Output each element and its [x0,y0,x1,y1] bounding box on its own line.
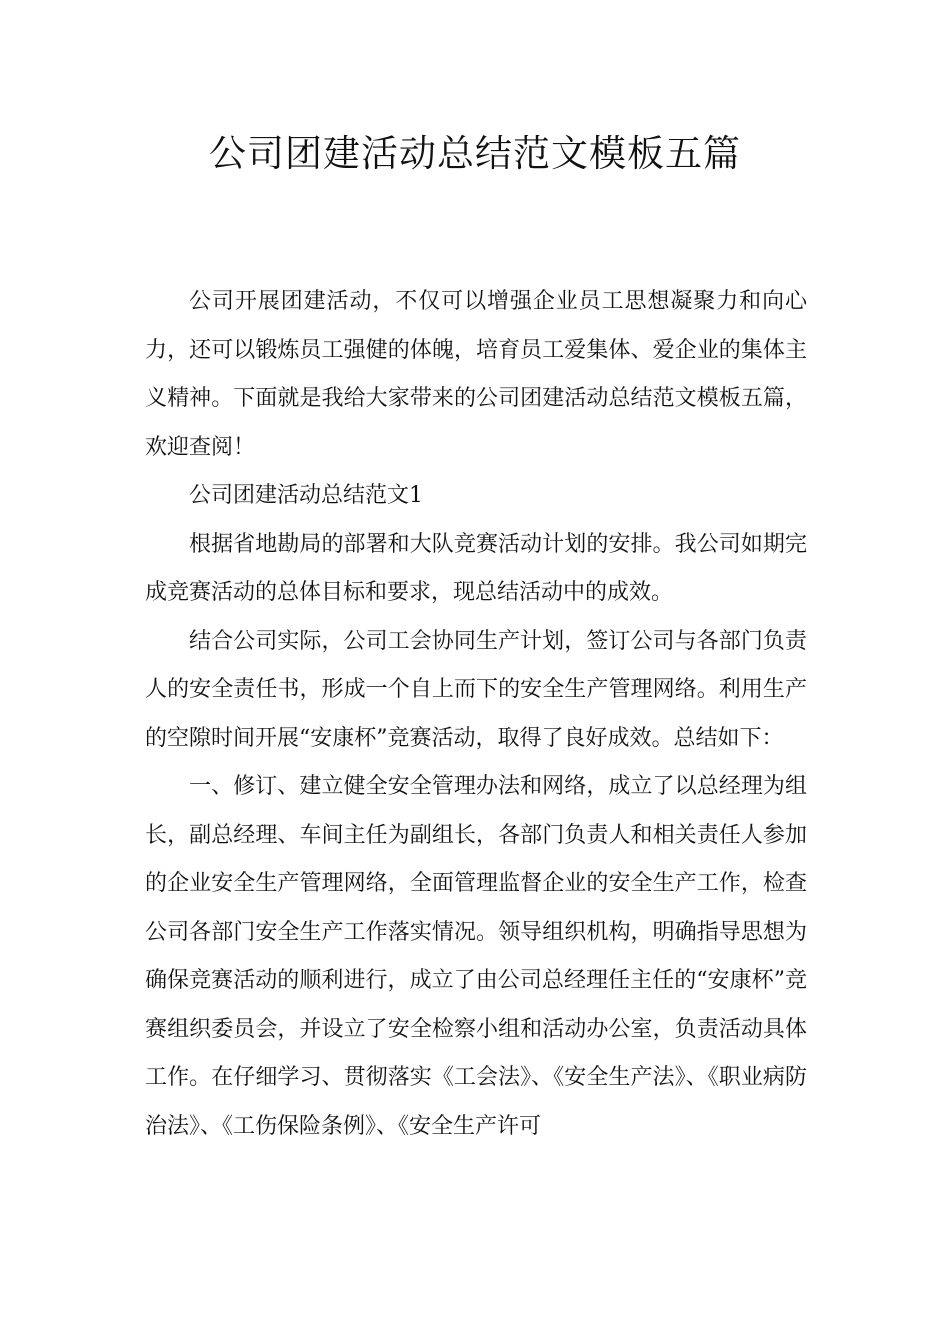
document-title: 公司团建活动总结范文模板五篇 [209,132,741,175]
body-paragraph: 一、修订、建立健全安全管理办法和网络，成立了以总经理为组长，副总经理、车间主任为副组长，各部门负责人和相关责任人参加的企业安全生产管理网络，全面管理监督企业的安全生产工作，检查公司各部门安全生产工作落实情况。领导组织机构，明确指导思想为确保竞赛活动的顺利进行，成立了由公司总经理任主任的“安康杯”竞赛组织委员会，并设立了安全检察小组和活动办公室，负责活动具体工作。在仔细学习、贯彻落实《工会法》、《安全生产法》、《职业病防治法》、《工伤保险条例》、《安全生产许可 [145,774,807,1139]
section-heading: 公司团建活动总结范文1 [189,483,423,508]
document-body [145,278,807,1151]
body-paragraph: 根据省地勘局的部署和大队竞赛活动计划的安排。我公司如期完成竞赛活动的总体目标和要求，现总结活动中的成效。 [145,531,807,605]
body-paragraph: 结合公司实际，公司工会协同生产计划，签订公司与各部门负责人的安全责任书，形成一个自上而下的安全生产管理网络。利用生产的空隙时间开展“安康杯”竞赛活动，取得了良好成效。总结如下： [145,628,807,751]
intro-paragraph: 公司开展团建活动，不仅可以增强企业员工思想凝聚力和向心力，还可以锻炼员工强健的体魄，培育员工爱集体、爱企业的集体主义精神。下面就是我给大家带来的公司团建活动总结范文模板五篇，欢迎查阅！ [145,289,807,460]
